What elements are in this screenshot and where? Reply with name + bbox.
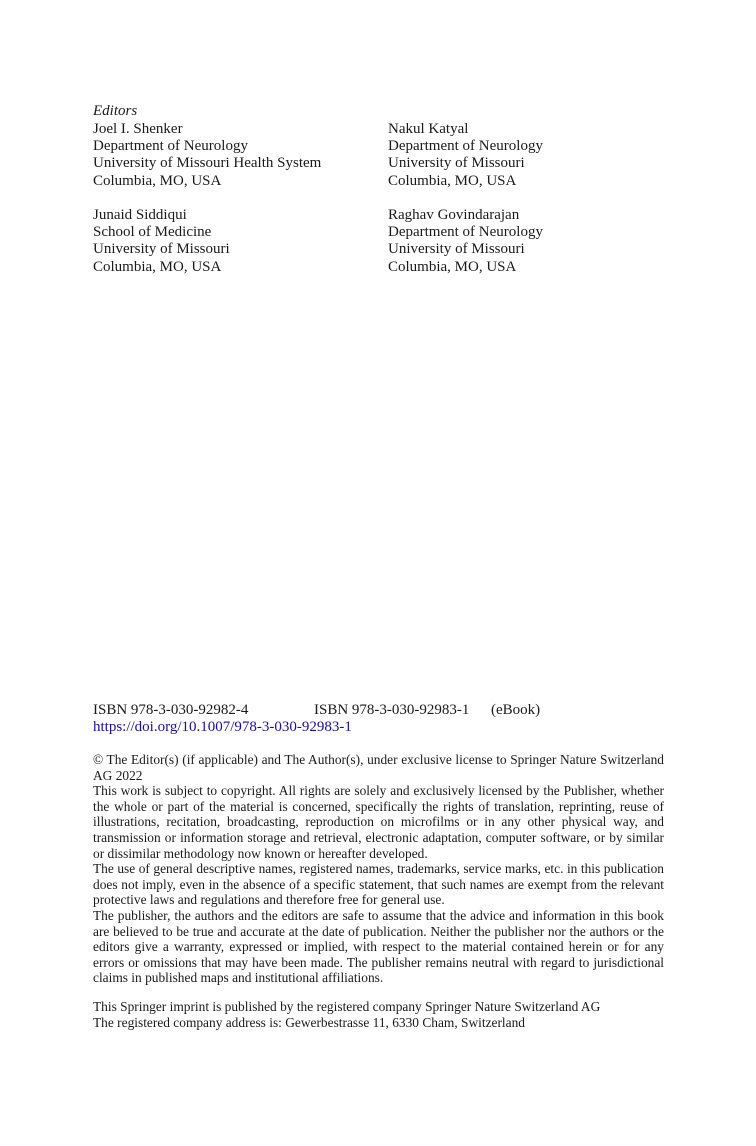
isbn-ebook-label: (eBook) xyxy=(491,702,541,718)
isbn-ebook: ISBN 978-3-030-92983-1 xyxy=(314,702,470,718)
legal-notice xyxy=(93,752,664,986)
editor-entry xyxy=(388,121,543,190)
editor-name: Joel I. Shenker xyxy=(93,121,183,137)
editor-entry xyxy=(93,207,230,276)
editor-department: Department of Neurology xyxy=(388,138,543,155)
editor-name: Junaid Siddiqui xyxy=(93,207,187,223)
rights-notice: This work is subject to copyright. All rights are solely and exclusively licensed by the Publisher, whether the whole or part of the material is concerned, specifically the rights of translation, reprinting, reuse of illustrations, recitation, broadcasting, reproduction on microfilms or in any other physical way, and transmission or information storage and retrieval, electronic adaptation, computer software, or by similar or dissimilar methodology now known or hereafter developed. xyxy=(93,783,664,861)
copyright-notice: © The Editor(s) (if applicable) and The Author(s), under exclusive license to Springer Nature Switzerland AG 2022 xyxy=(93,752,664,783)
editor-location: Columbia, MO, USA xyxy=(388,172,517,189)
imprint-notice xyxy=(93,999,693,1030)
editor-department: Department of Neurology xyxy=(388,224,543,241)
editor-entry xyxy=(388,207,543,276)
trademark-notice: The use of general descriptive names, registered names, trademarks, service marks, etc. in this publication does not imply, even in the absence of a specific statement, that such names are exempt from the relevant protective laws and regulations and therefore free for general use. xyxy=(93,861,664,908)
editor-institution: University of Missouri xyxy=(93,241,230,258)
editor-institution: University of Missouri xyxy=(388,241,525,258)
doi-link[interactable]: https://doi.org/10.1007/978-3-030-92983-1 xyxy=(93,719,352,735)
editor-name: Raghav Govindarajan xyxy=(388,207,520,223)
editor-department: School of Medicine xyxy=(93,224,212,241)
editor-institution: University of Missouri xyxy=(388,155,525,172)
editor-institution: University of Missouri Health System xyxy=(93,155,322,172)
imprint-line: This Springer imprint is published by the registered company Springer Nature Switzerland AG xyxy=(93,999,601,1014)
editor-location: Columbia, MO, USA xyxy=(93,172,222,189)
editor-name: Nakul Katyal xyxy=(388,121,469,137)
editor-location: Columbia, MO, USA xyxy=(93,258,222,275)
disclaimer-notice: The publisher, the authors and the editors are safe to assume that the advice and information in this book are believed to be true and accurate at the date of publication. Neither the publisher nor the authors or the editors give a warranty, expressed or implied, with respect to the material contained herein or for any errors or omissions that may have been made. The publisher remains neutral with regard to jurisdictional claims in published maps and institutional affiliations. xyxy=(93,907,664,986)
isbn-print: ISBN 978-3-030-92982-4 xyxy=(93,702,249,718)
editor-department: Department of Neurology xyxy=(93,138,248,155)
editor-location: Columbia, MO, USA xyxy=(388,258,517,275)
editor-entry xyxy=(93,121,321,190)
editors-heading: Editors xyxy=(93,103,138,119)
company-address: The registered company address is: Gewerbestrasse 11, 6330 Cham, Switzerland xyxy=(93,1014,525,1030)
